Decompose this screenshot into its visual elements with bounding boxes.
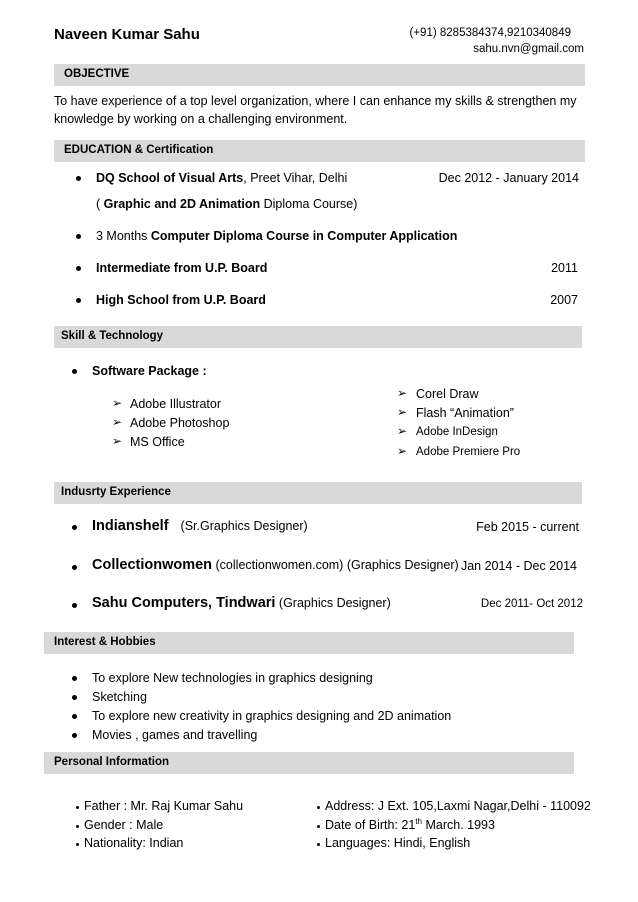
interest-item-1: To explore New technologies in graphics designing [92, 671, 373, 685]
dob-suffix: March. 1993 [422, 818, 495, 832]
bullet-icon [72, 565, 77, 570]
objective-heading: OBJECTIVE [64, 68, 130, 80]
education-item-1-course [96, 197, 357, 211]
skill-right-2: Flash “Animation” [416, 406, 514, 420]
job-role: (collectionwomen.com) (Graphics Designer) [212, 558, 459, 572]
bullet-icon [76, 806, 79, 809]
candidate-name: Naveen Kumar Sahu [54, 26, 200, 43]
bullet-icon [76, 843, 79, 846]
education-item-3: Intermediate from U.P. Board [96, 261, 268, 275]
software-package-label: Software Package : [92, 364, 207, 378]
skills-heading: Skill & Technology [61, 330, 164, 342]
education-item-4: High School from U.P. Board [96, 293, 266, 307]
email-address: sahu.nvn@gmail.com [473, 43, 584, 55]
course-name: Graphic and 2D Animation [103, 197, 261, 211]
skills-section-header [54, 326, 582, 348]
skill-left-1: Adobe Illustrator [130, 397, 222, 411]
personal-gender: Gender : Male [84, 818, 164, 832]
personal-section-header [44, 752, 574, 774]
company-name: Indianshelf [92, 518, 169, 534]
experience-date-1: Feb 2015 - current [476, 520, 579, 534]
bullet-icon [72, 714, 77, 719]
skill-left-2: Adobe Photoshop [130, 416, 230, 430]
personal-address: Address: J Ext. 105,Laxmi Nagar,Delhi - 110092 [325, 799, 591, 813]
arrow-bullet-icon: ➢ [397, 424, 408, 438]
education-date-1: Dec 2012 - January 2014 [438, 171, 579, 185]
phone-number: (+91) 8285384374,9210340849 [409, 27, 571, 39]
experience-date-3: Dec 2011- Oct 2012 [480, 598, 583, 610]
education-date-3: 2011 [551, 261, 578, 275]
dob-prefix: Date of Birth: 21 [325, 818, 416, 832]
objective-section-header [54, 64, 585, 86]
bullet-icon [76, 825, 79, 828]
education-item-2 [96, 229, 457, 243]
personal-heading: Personal Information [54, 756, 170, 768]
course-duration: 3 Months [96, 229, 151, 243]
personal-dob [325, 818, 495, 832]
job-role: (Graphics Designer) [275, 596, 391, 610]
experience-date-2: Jan 2014 - Dec 2014 [460, 559, 577, 573]
company-name: Sahu Computers, Tindwari [92, 595, 276, 611]
course-type: Diploma Course) [260, 197, 358, 211]
skill-right-3: Adobe InDesign [416, 426, 498, 438]
arrow-bullet-icon: ➢ [397, 405, 408, 419]
education-heading: EDUCATION & Certification [64, 144, 214, 156]
bullet-icon [76, 234, 81, 239]
industry-section-header [54, 482, 582, 504]
arrow-bullet-icon: ➢ [112, 415, 123, 429]
education-section-header [54, 140, 585, 162]
job-role: (Sr.Graphics Designer) [180, 519, 308, 533]
arrow-bullet-icon: ➢ [112, 434, 123, 448]
bullet-icon [317, 825, 320, 828]
objective-text-line-2: knowledge by working on a challenging environment. [54, 112, 348, 126]
bullet-icon [72, 369, 77, 374]
skill-right-1: Corel Draw [416, 387, 479, 401]
skill-right-4: Adobe Premiere Pro [416, 446, 521, 458]
education-date-4: 2007 [550, 293, 578, 307]
bullet-icon [317, 843, 320, 846]
arrow-bullet-icon: ➢ [397, 444, 408, 458]
interests-heading: Interest & Hobbies [54, 636, 156, 648]
course-title: Computer Diploma Course in Computer Application [150, 229, 458, 243]
bullet-icon [76, 176, 81, 181]
course-open-paren: ( [96, 197, 104, 211]
objective-text-line-1: To have experience of a top level organization, where I can enhance my skills & strengthen my [54, 94, 577, 108]
bullet-icon [72, 603, 77, 608]
interest-item-4: Movies , games and travelling [92, 728, 258, 742]
bullet-icon [72, 695, 77, 700]
arrow-bullet-icon: ➢ [397, 386, 408, 400]
skill-left-3: MS Office [130, 435, 185, 449]
institution-name: DQ School of Visual Arts [96, 171, 244, 185]
experience-item-2 [92, 557, 459, 573]
personal-father: Father : Mr. Raj Kumar Sahu [84, 799, 244, 813]
education-item-1 [96, 171, 347, 185]
interest-item-3: To explore new creativity in graphics designing and 2D animation [92, 709, 452, 723]
institution-location: , Preet Vihar, Delhi [243, 171, 348, 185]
experience-item-3 [92, 595, 391, 611]
dob-ordinal: th [415, 816, 422, 826]
industry-heading: Indusrty Experience [61, 486, 171, 498]
bullet-icon [76, 266, 81, 271]
interests-section-header [44, 632, 574, 654]
bullet-icon [76, 298, 81, 303]
bullet-icon [72, 525, 77, 530]
bullet-icon [317, 806, 320, 809]
personal-nationality: Nationality: Indian [84, 836, 184, 850]
experience-item-1 [92, 518, 308, 534]
bullet-icon [72, 676, 77, 681]
personal-languages: Languages: Hindi, English [325, 836, 471, 850]
company-name: Collectionwomen [92, 557, 213, 573]
arrow-bullet-icon: ➢ [112, 396, 123, 410]
bullet-icon [72, 733, 77, 738]
interest-item-2: Sketching [92, 690, 147, 704]
